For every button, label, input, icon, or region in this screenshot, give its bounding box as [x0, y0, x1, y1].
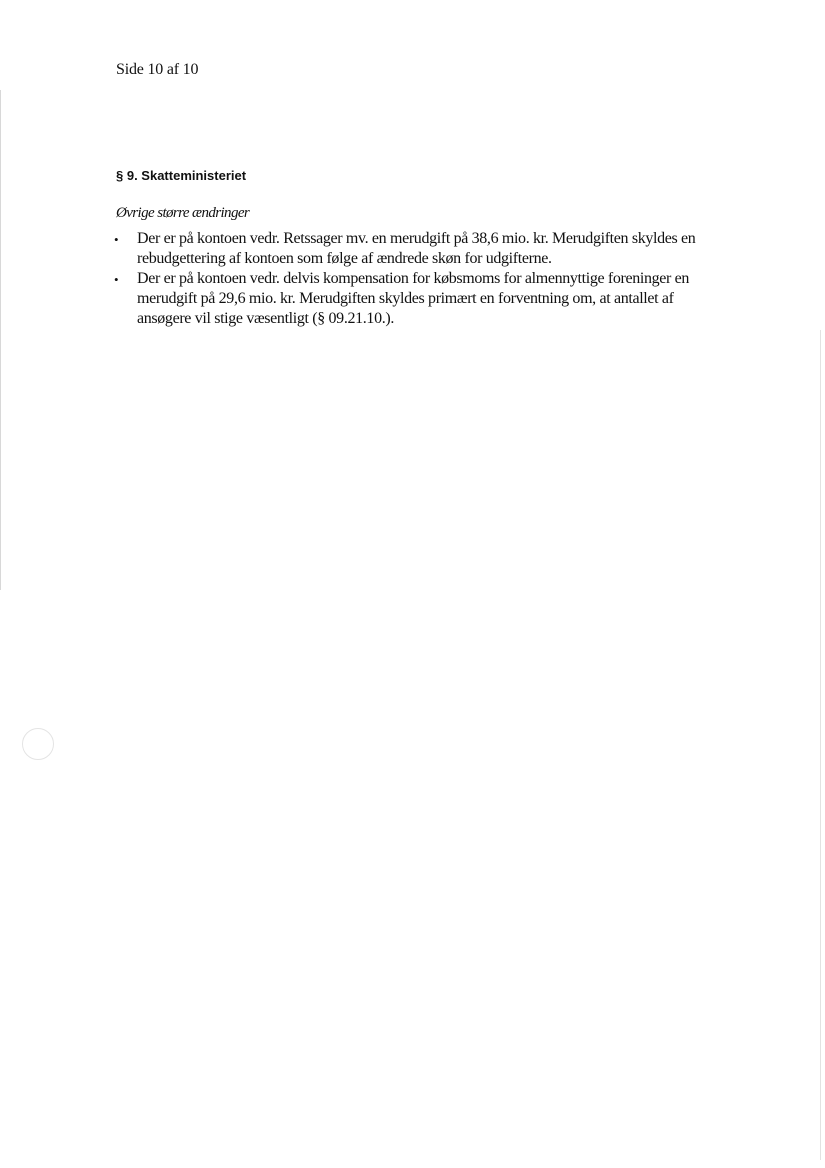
scan-edge-right — [820, 330, 821, 1160]
section-heading: § 9. Skatteministeriet — [116, 168, 247, 183]
bullet-icon: • — [114, 272, 119, 287]
punch-hole-mark — [22, 728, 54, 760]
bullet-item — [112, 269, 702, 329]
page-number: Side 10 af 10 — [116, 61, 199, 78]
bullet-text: Der er på kontoen vedr. Retssager mv. en merudgift på 38,6 mio. kr. Merudgiften skyldes en rebudgettering af kontoen som følge af ændrede skøn for udgifterne. — [137, 230, 696, 267]
bullet-item — [112, 229, 702, 269]
bullet-text: Der er på kontoen vedr. delvis kompensation for købsmoms for almennyttige foreninger en merudgift på 29,6 mio. kr. Merudgiften skyldes primært en forventning om, at antallet af ansøgere vil stige væsentligt (§ 09.21.10.). — [137, 270, 690, 327]
section-subheading: Øvrige større ændringer — [116, 205, 250, 221]
bullet-list — [112, 229, 702, 329]
scan-edge-left — [0, 90, 1, 590]
bullet-icon: • — [114, 232, 119, 247]
